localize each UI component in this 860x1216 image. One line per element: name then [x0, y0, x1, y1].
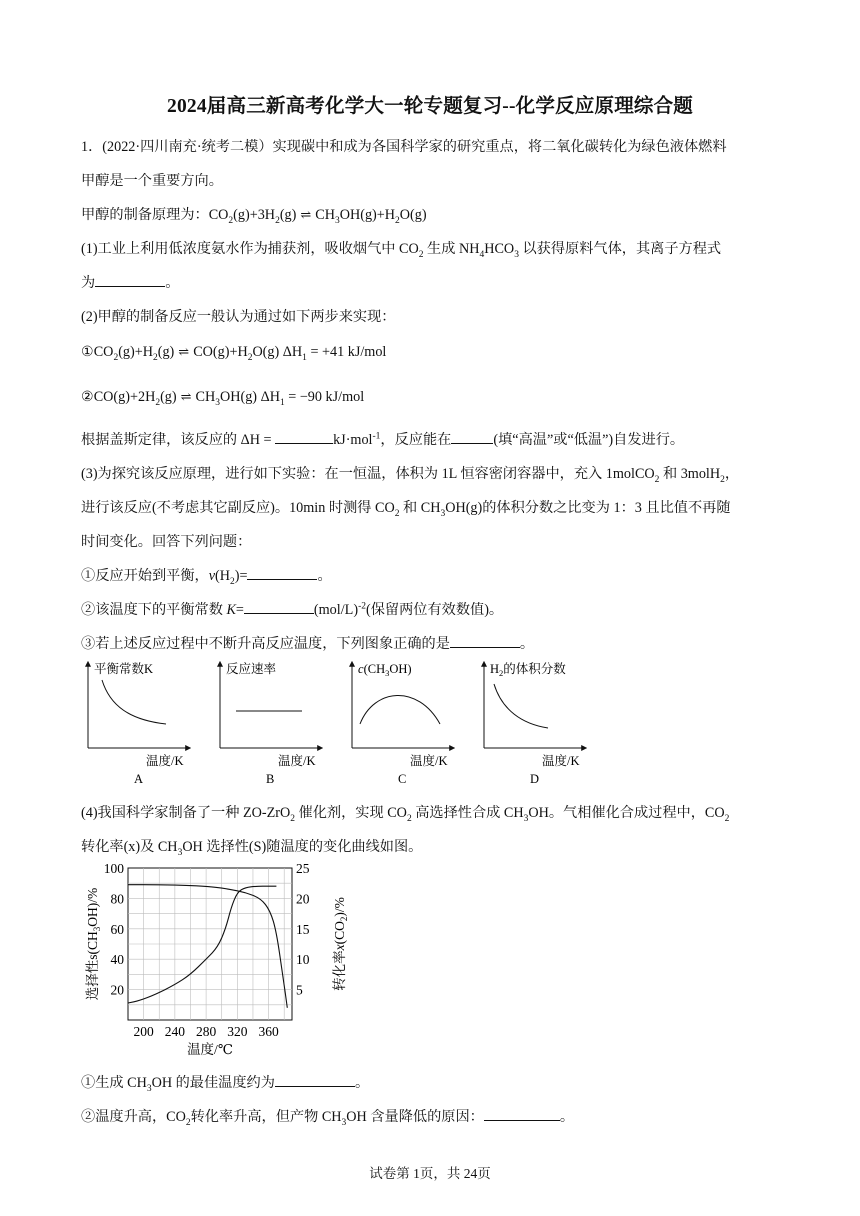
option-c-letter: C	[398, 772, 407, 786]
option-graph-a	[88, 661, 190, 786]
equilibrium-arrow-icon: ⇌	[178, 344, 190, 359]
hess-line: 根据盖斯定律，该反应的 ΔH = kJ·mol$^{-1}$，反应能在 (填“高温”或“低温”)自发进行。	[81, 431, 685, 448]
temperature-chart	[82, 856, 372, 1061]
part3-question-3: ③若上述反应过程中不断升高反应温度，下列图象正确的是 。	[81, 636, 535, 652]
y-left-tick-label: 60	[110, 921, 124, 937]
answer-blank[interactable]	[275, 1074, 355, 1087]
question-intro-line-1: 1．(2022·四川南充·统考二模）实现碳中和成为各国科学家的研究重点，将二氧化碳转化为绿色液体燃料	[81, 139, 727, 155]
x-tick-label: 240	[164, 1024, 185, 1039]
answer-blank[interactable]	[247, 567, 317, 580]
option-graph-b	[220, 661, 322, 786]
part4-line-1: (4)我国科学家制备了一种 ZO-ZrO$_2$ 催化剂，实现 $CO_2$ 高选择性合成 $CH_3OH$。气相催化合成过程中，$CO_2$	[81, 805, 730, 824]
y-right-tick-label: 5	[296, 982, 303, 998]
part1-line-1: (1)工业上利用低浓度氨水作为捕获剂，吸收烟气中 $CO_2$ 生成 $NH_4HCO_3$ 以获得原料气体，其离子方程式	[81, 241, 722, 260]
option-graph-c	[352, 662, 454, 786]
answer-blank[interactable]	[450, 635, 520, 648]
option-d-xlabel: 温度/K	[542, 754, 580, 768]
part1-line-2: 为 。	[81, 275, 180, 291]
part2-line: (2)甲醇的制备反应一般认为通过如下两步来实现：	[81, 309, 396, 325]
part3-question-2: ②该温度下的平衡常数 $K= (mol/L)^{-2}$(保留两位有效数值)。	[81, 601, 504, 618]
part4-line-2: 转化率(x)及 $CH_3OH$ 选择性(S)随温度的变化曲线如图。	[81, 839, 423, 858]
x-tick-label: 280	[195, 1024, 217, 1039]
part4-question-1: ①生成 $CH_3OH$ 的最佳温度约为 。	[81, 1075, 370, 1094]
option-b-letter: B	[266, 772, 275, 786]
part3-question-1: ①反应开始到平衡，$v(H_2)=$ 。	[81, 568, 332, 587]
part3-line-3: 时间变化。回答下列问题：	[81, 534, 252, 550]
option-a-xlabel: 温度/K	[146, 754, 184, 768]
option-b-xlabel: 温度/K	[278, 754, 316, 768]
option-d-ylabel: $H_2$的体积分数	[490, 662, 566, 678]
option-c-ylabel: $c(CH_3OH)$	[358, 662, 412, 678]
x-tick-label: 320	[227, 1024, 248, 1039]
answer-blank[interactable]	[244, 601, 314, 614]
x-tick-label: 360	[258, 1024, 279, 1039]
part3-line-2: 进行该反应(不考虑其它副反应)。10min 时测得 $CO_2$ 和 $CH_3OH(g)$的体积分数之比变为 1：3 且比值不再随	[81, 500, 731, 519]
answer-blank[interactable]	[451, 431, 493, 444]
y-axis-left-label: 选择性$s(CH_3OH)/\%$	[85, 887, 102, 1001]
option-c-xlabel: 温度/K	[410, 754, 448, 768]
page-title: 2024届高三新高考化学大一轮专题复习--化学反应原理综合题	[167, 96, 693, 117]
principle-equation: 甲醇的制备原理为：$CO_2(g)+3H_2(g)$ ⇌ $CH_3OH(g)+H_2O(g)$	[81, 207, 427, 226]
page-footer: 试卷第 1页，共 24页	[369, 1166, 491, 1181]
step1-equation: $①CO_2(g)+H_2(g)$ ⇌ $CO(g)+H_2O(g) \Delta H_1 = +41$ kJ/mol	[81, 344, 387, 363]
y-right-tick-label: 20	[296, 891, 310, 907]
series-conversion-line	[128, 886, 276, 1003]
step2-equation: $②CO(g)+2H_2(g)$ ⇌ $CH_3OH(g) \Delta H_1 = -90$ kJ/mol	[81, 389, 365, 408]
answer-blank[interactable]	[95, 274, 165, 287]
part3-line-1: (3)为探究该反应原理，进行如下实验：在一恒温，体积为 1L 恒容密闭容器中，充入 1molCO$_2$ 和 3molH$_2$，	[81, 466, 740, 485]
option-a-ylabel: 平衡常数K	[94, 662, 154, 676]
y-left-tick-label: 80	[110, 891, 124, 907]
option-graphs	[78, 658, 598, 788]
y-left-tick-label: 20	[110, 982, 124, 998]
equilibrium-arrow-icon: ⇌	[180, 389, 192, 404]
option-a-letter: A	[134, 772, 144, 786]
x-axis-label: 温度/℃	[187, 1042, 233, 1057]
answer-blank[interactable]	[484, 1108, 560, 1121]
x-tick-label: 200	[133, 1024, 154, 1039]
y-right-tick-label: 10	[296, 952, 310, 968]
answer-blank[interactable]	[275, 431, 333, 444]
y-axis-right-label: 转化率$x(CO_2)/\%$	[332, 897, 349, 991]
equilibrium-arrow-icon: ⇌	[300, 207, 312, 222]
option-d-letter: D	[530, 772, 540, 786]
y-right-tick-label: 25	[296, 861, 310, 876]
y-right-tick-label: 15	[296, 921, 310, 937]
y-left-tick-label: 40	[110, 952, 124, 968]
option-b-ylabel: 反应速率	[226, 662, 277, 676]
option-graph-d	[484, 661, 586, 786]
part4-question-2: ②温度升高，$CO_2$转化率升高，但产物 $CH_3OH$ 含量降低的原因： 。	[81, 1109, 575, 1128]
y-left-tick-label: 100	[103, 861, 124, 876]
question-intro-line-2: 甲醇是一个重要方向。	[81, 173, 223, 189]
